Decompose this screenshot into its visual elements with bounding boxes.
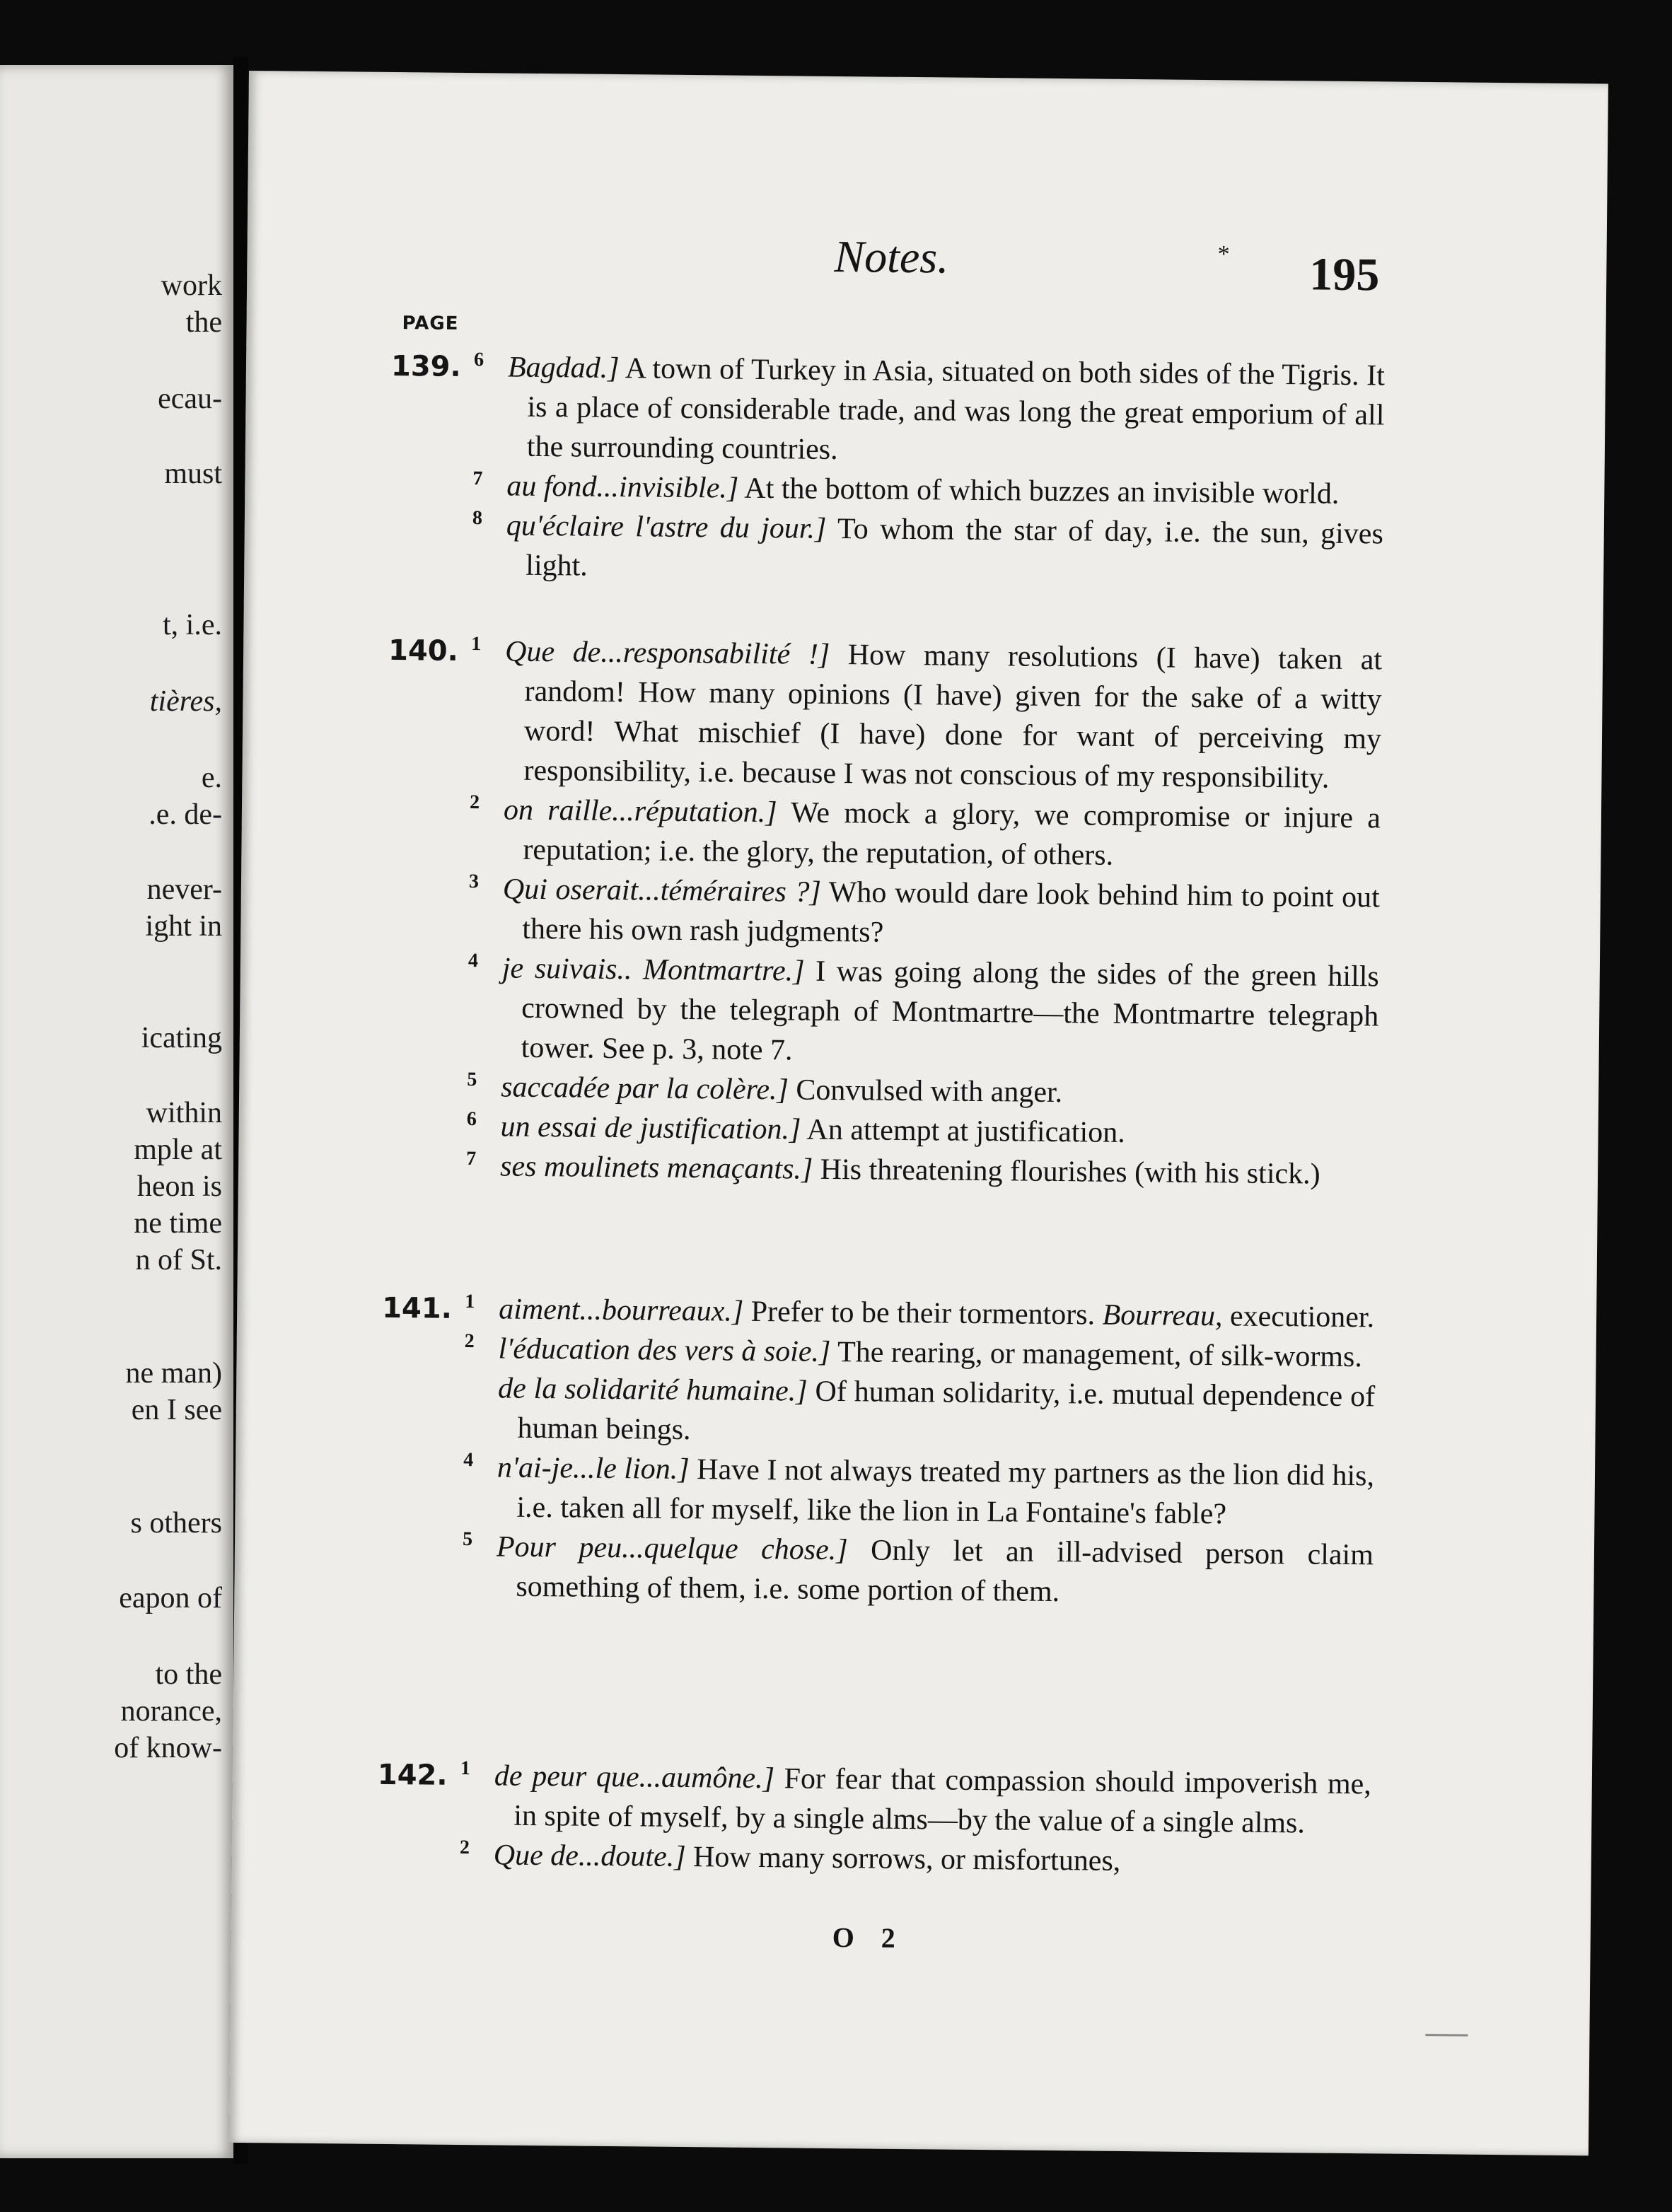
entry-page-number: 140. — [388, 634, 459, 668]
left-page-line: n of St. — [135, 1244, 222, 1276]
note-text: To whom the star of day, i.e. the sun, gives light. — [526, 512, 1384, 583]
note-term: n'ai-je...le lion.] — [497, 1451, 690, 1486]
note-text: An attempt at justification. — [801, 1113, 1125, 1149]
page-column-label: PAGE — [402, 313, 459, 334]
left-page-line: the — [185, 306, 222, 339]
page-entry — [238, 629, 1603, 1197]
note-term: au fond...invisible.] — [506, 470, 739, 505]
note-item — [240, 867, 1601, 959]
note-number: 6 — [466, 1108, 477, 1131]
left-page-line: within — [146, 1097, 222, 1129]
note-text: Who would dare look behind him to point out there his own rash judgments? — [522, 875, 1381, 949]
note-number: 1 — [465, 1291, 475, 1313]
note-number: 4 — [468, 950, 479, 972]
note-term: un essai de justification.] — [500, 1110, 801, 1146]
note-number: 1 — [460, 1757, 471, 1780]
left-page-line: ne time — [134, 1207, 222, 1240]
note-term: aiment...bourreaux.] — [498, 1293, 744, 1328]
left-page-line: work — [161, 269, 222, 302]
note-text: Prefer to be their tormentors. — [743, 1295, 1103, 1332]
left-page-line: ne man) — [125, 1357, 222, 1390]
page-entry — [234, 1287, 1596, 1617]
note-text: For fear that compassion should impoverish me, in spite of myself, by a single alms—by the value of a single alms. — [513, 1762, 1372, 1840]
note-item — [236, 1366, 1596, 1458]
note-term: je suivais.. Montmartre.] — [501, 952, 805, 988]
note-text: How many sorrows, or misfortunes, — [685, 1841, 1121, 1878]
left-page-line: ight in — [145, 910, 222, 943]
note-number: 2 — [464, 1330, 475, 1353]
note-text: Only let an ill-advised person claim something of them, i.e. some portion of them. — [516, 1534, 1374, 1609]
page-entry — [244, 345, 1606, 595]
note-number: 7 — [466, 1148, 477, 1170]
note-item — [235, 1445, 1595, 1537]
note-text: How many resolutions (I have) taken at random! How many opinions (I have) given for the sake of a witty word! What mischief (I have) done for want of perceiving my responsibility, i.e. because I was not conscious of my responsibility. — [523, 638, 1383, 795]
note-term: Pour peu...quelque chose.] — [496, 1530, 848, 1567]
note-italic-word: Bourreau, — [1102, 1298, 1223, 1333]
note-term: l'éducation des vers à soie.] — [498, 1332, 831, 1368]
left-page-line: t, i.e. — [163, 609, 222, 641]
note-number: 5 — [467, 1069, 477, 1091]
note-term: de la solidarité humaine.] — [497, 1372, 808, 1408]
left-page-line: of know- — [114, 1732, 222, 1764]
note-text: Have I not always treated my partners as the lion did his, i.e. taken all for myself, like the lion in La Fontaine's fable? — [516, 1453, 1375, 1531]
left-page-line: en I see — [131, 1394, 222, 1426]
entry-page-number: 142. — [377, 1758, 448, 1792]
note-number: 3 — [468, 871, 480, 893]
note-term: qu'éclaire l'astre du jour.] — [506, 509, 827, 545]
note-item — [242, 629, 1603, 801]
entry-page-number: 141. — [381, 1291, 453, 1325]
left-page-line: heon is — [137, 1170, 222, 1203]
left-page-line: never- — [146, 873, 222, 906]
note-text: At the bottom of which buzzes an invisible world. — [738, 472, 1340, 511]
printer-mark: * — [1217, 241, 1230, 268]
left-page-line: mple at — [134, 1134, 222, 1166]
note-text: A town of Turkey in Asia, situated on both sides of the Tigris. It is a place of considerable trade, and was long the great emporium of all the surrounding countries. — [526, 352, 1386, 467]
left-page-line: icating — [141, 1022, 222, 1054]
left-facing-page — [0, 65, 233, 2158]
note-item — [232, 1754, 1592, 1846]
note-text: I was going along the sides of the green hills crowned by the telegraph of Montmartre—the Montmartre telegraph tower. See p. 3, note 7. — [521, 955, 1379, 1067]
note-term: Bagdad.] — [507, 351, 620, 385]
left-page-line: ecau- — [158, 383, 222, 415]
note-item — [241, 788, 1601, 880]
left-page-line: s others — [130, 1507, 222, 1539]
signature-mark: O 2 — [832, 1921, 906, 1955]
note-item — [234, 1525, 1594, 1617]
note-number: 4 — [463, 1449, 474, 1472]
note-item — [240, 946, 1601, 1078]
note-term: ses moulinets menaçants.] — [499, 1150, 813, 1186]
note-text: The rearing, or management, of silk-worms. — [830, 1335, 1363, 1374]
note-term: saccadée par la colère.] — [500, 1071, 789, 1107]
left-page-line: .e. de- — [149, 798, 222, 831]
page-entry — [232, 1754, 1593, 1885]
note-term: Que de...doute.] — [493, 1839, 686, 1874]
note-text: His threatening flourishes (with his stick.) — [813, 1153, 1320, 1191]
note-item — [245, 345, 1606, 477]
left-page-line: tières, — [149, 685, 222, 718]
note-text: Of human solidarity, i.e. mutual dependence of human beings. — [517, 1375, 1376, 1447]
ink-smudge — [1425, 2034, 1468, 2037]
left-page-line: must — [164, 458, 222, 490]
left-page-line: e. — [201, 762, 222, 794]
note-number: 6 — [473, 349, 484, 371]
note-text: Convulsed with anger. — [788, 1073, 1063, 1110]
left-page-line: to the — [155, 1658, 222, 1691]
note-number: 2 — [469, 791, 480, 814]
note-number: 5 — [462, 1527, 473, 1551]
running-header-title: Notes. — [834, 231, 949, 283]
note-number: 7 — [472, 467, 483, 490]
note-term: on raille...réputation.] — [503, 793, 777, 830]
note-term: Qui oserait...téméraires ?] — [502, 873, 822, 909]
note-number: 2 — [459, 1836, 470, 1859]
note-text-tail: executioner. — [1222, 1300, 1375, 1334]
entry-page-number: 139. — [390, 349, 461, 383]
page-number: 195 — [1308, 248, 1380, 301]
note-number: 1 — [471, 633, 482, 656]
note-text: We mock a glory, we compromise or injure a reputation; i.e. the glory, the reputation, of others. — [523, 796, 1381, 872]
left-page-line: eapon of — [119, 1582, 222, 1614]
notes-page — [229, 71, 1608, 2155]
note-term: Que de...responsabilité !] — [504, 635, 830, 671]
note-term: de peur que...aumône.] — [494, 1759, 775, 1795]
left-page-line: norance, — [120, 1695, 222, 1728]
note-item — [244, 503, 1604, 595]
note-number: 8 — [472, 507, 483, 530]
